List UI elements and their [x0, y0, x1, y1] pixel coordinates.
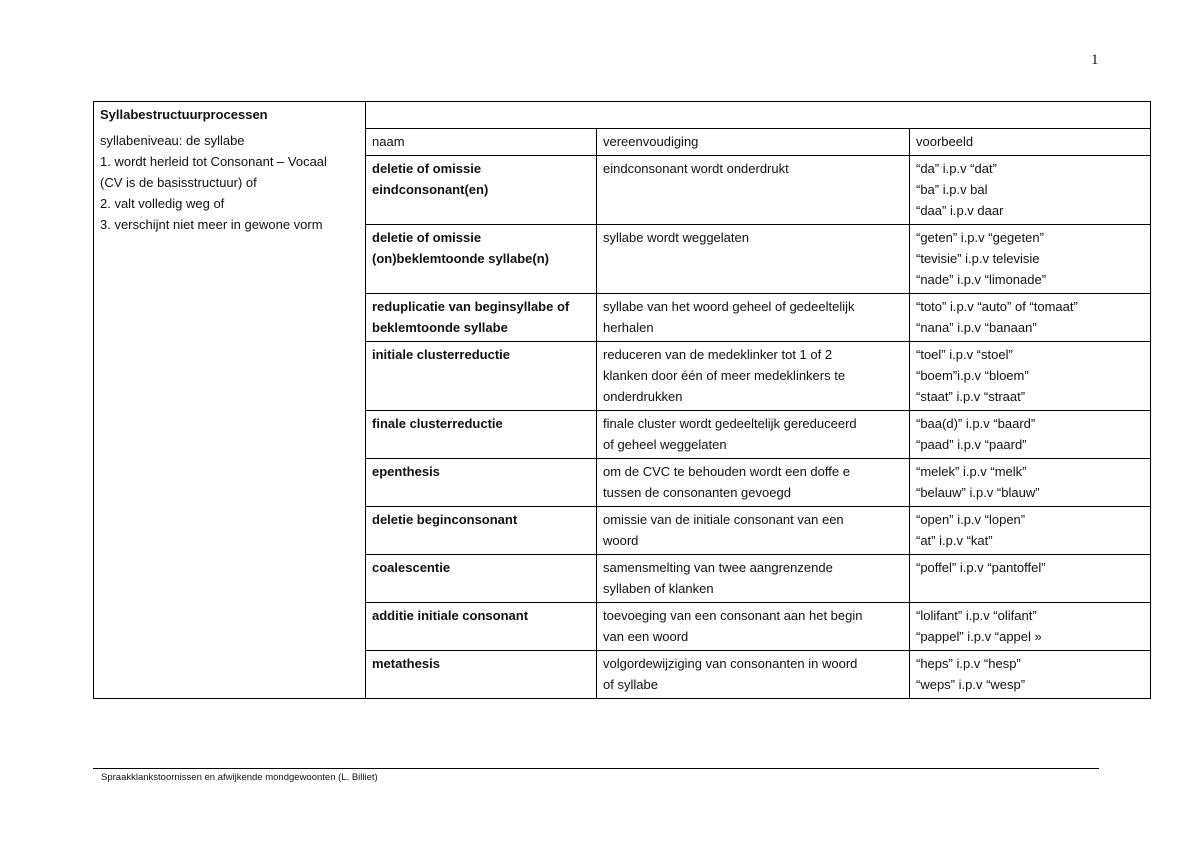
- vereenvoudiging-line: woord: [603, 532, 639, 548]
- cell-vereenvoudiging: [597, 155, 910, 224]
- vereenvoudiging-line: volgordewijziging van consonanten in woord: [603, 655, 858, 671]
- left-line: (CV is de basisstructuur) of: [100, 175, 257, 190]
- left-description-cell: [94, 128, 366, 698]
- header-voorbeeld: voorbeeld: [910, 128, 1151, 155]
- vereenvoudiging-line: syllabe wordt weggelaten: [603, 229, 749, 245]
- voorbeeld-line: “poffel” i.p.v “pantoffel”: [916, 559, 1046, 575]
- vereenvoudiging-line: tussen de consonanten gevoegd: [603, 484, 791, 500]
- cell-vereenvoudiging: [597, 506, 910, 554]
- cell-voorbeeld: [910, 224, 1151, 293]
- cell-voorbeeld: [910, 554, 1151, 602]
- naam-line: epenthesis: [372, 463, 440, 479]
- cell-naam: [366, 410, 597, 458]
- vereenvoudiging-line: of syllabe: [603, 676, 658, 692]
- left-line: syllabeniveau: de syllabe: [100, 133, 245, 148]
- naam-line: eindconsonant(en): [372, 181, 489, 197]
- table-title: Syllabestructuurprocessen: [100, 107, 268, 122]
- naam-line: metathesis: [372, 655, 440, 671]
- cell-voorbeeld: [910, 602, 1151, 650]
- cell-vereenvoudiging: [597, 410, 910, 458]
- cell-naam: [366, 650, 597, 698]
- header-vereenvoudiging: vereenvoudiging: [597, 128, 910, 155]
- voorbeeld-line: “staat” i.p.v “straat”: [916, 388, 1026, 404]
- voorbeeld-line: “boem”i.p.v “bloem”: [916, 367, 1029, 383]
- vereenvoudiging-line: onderdrukken: [603, 388, 683, 404]
- vereenvoudiging-line: syllaben of klanken: [603, 580, 714, 596]
- naam-line: beklemtoonde syllabe: [372, 319, 508, 335]
- naam-line: reduplicatie van beginsyllabe of: [372, 298, 570, 314]
- voorbeeld-line: “nana” i.p.v “banaan”: [916, 319, 1037, 335]
- vereenvoudiging-line: syllabe van het woord geheel of gedeeltelijk: [603, 298, 855, 314]
- header-naam: naam: [366, 128, 597, 155]
- cell-naam: [366, 293, 597, 341]
- cell-voorbeeld: [910, 341, 1151, 410]
- voorbeeld-line: “geten” i.p.v “gegeten”: [916, 229, 1044, 245]
- cell-naam: [366, 155, 597, 224]
- left-line: 1. wordt herleid tot Consonant – Vocaal: [100, 154, 327, 169]
- vereenvoudiging-line: klanken door één of meer medeklinkers te: [603, 367, 846, 383]
- naam-line: coalescentie: [372, 559, 451, 575]
- naam-line: deletie of omissie: [372, 160, 482, 176]
- voorbeeld-line: “toto” i.p.v “auto” of “tomaat”: [916, 298, 1078, 314]
- voorbeeld-line: “melek” i.p.v “melk”: [916, 463, 1027, 479]
- naam-line: finale clusterreductie: [372, 415, 503, 431]
- cell-naam: [366, 341, 597, 410]
- title-row: [94, 102, 1151, 129]
- cell-voorbeeld: [910, 506, 1151, 554]
- table-body: [94, 102, 1151, 699]
- vereenvoudiging-line: omissie van de initiale consonant van een: [603, 511, 844, 527]
- cell-voorbeeld: [910, 458, 1151, 506]
- voorbeeld-line: “lolifant” i.p.v “olifant”: [916, 607, 1037, 623]
- vereenvoudiging-line: samensmelting van twee aangrenzende: [603, 559, 833, 575]
- voorbeeld-line: “ba” i.p.v bal: [916, 181, 988, 197]
- naam-line: additie initiale consonant: [372, 607, 529, 623]
- voorbeeld-line: “belauw” i.p.v “blauw”: [916, 484, 1040, 500]
- vereenvoudiging-line: toevoeging van een consonant aan het begin: [603, 607, 863, 623]
- cell-vereenvoudiging: [597, 458, 910, 506]
- vereenvoudiging-line: herhalen: [603, 319, 654, 335]
- cell-naam: [366, 224, 597, 293]
- vereenvoudiging-line: reduceren van de medeklinker tot 1 of 2: [603, 346, 833, 362]
- page-number: 1: [1091, 52, 1099, 68]
- voorbeeld-line: “pappel” i.p.v “appel »: [916, 628, 1042, 644]
- voorbeeld-line: “daa” i.p.v daar: [916, 202, 1004, 218]
- voorbeeld-line: “nade” i.p.v “limonade”: [916, 271, 1047, 287]
- cell-voorbeeld: [910, 155, 1151, 224]
- voorbeeld-line: “da” i.p.v “dat”: [916, 160, 997, 176]
- cell-vereenvoudiging: [597, 341, 910, 410]
- left-line: 2. valt volledig weg of: [100, 196, 225, 211]
- voorbeeld-line: “open” i.p.v “lopen”: [916, 511, 1026, 527]
- vereenvoudiging-line: om de CVC te behouden wordt een doffe e: [603, 463, 850, 479]
- voorbeeld-line: “heps” i.p.v “hesp”: [916, 655, 1021, 671]
- syllable-process-table: [93, 101, 1151, 699]
- naam-line: deletie of omissie: [372, 229, 482, 245]
- cell-vereenvoudiging: [597, 224, 910, 293]
- naam-line: initiale clusterreductie: [372, 346, 510, 362]
- vereenvoudiging-line: of geheel weggelaten: [603, 436, 727, 452]
- cell-vereenvoudiging: [597, 293, 910, 341]
- naam-line: (on)beklemtoonde syllabe(n): [372, 250, 549, 266]
- cell-naam: [366, 458, 597, 506]
- cell-vereenvoudiging: [597, 554, 910, 602]
- vereenvoudiging-line: finale cluster wordt gedeeltelijk gereduceerd: [603, 415, 857, 431]
- voorbeeld-line: “at” i.p.v “kat”: [916, 532, 993, 548]
- cell-naam: [366, 602, 597, 650]
- voorbeeld-line: “toel” i.p.v “stoel”: [916, 346, 1013, 362]
- cell-voorbeeld: [910, 410, 1151, 458]
- left-line: 3. verschijnt niet meer in gewone vorm: [100, 217, 323, 232]
- page-footer: Spraakklankstoornissen en afwijkende mondgewoonten (L. Billiet): [101, 772, 378, 783]
- table-title-cell: [94, 102, 366, 129]
- title-row-empty-cell: [366, 102, 1151, 129]
- voorbeeld-line: “weps” i.p.v “wesp”: [916, 676, 1026, 692]
- footer-divider: [93, 768, 1099, 769]
- voorbeeld-line: “baa(d)” i.p.v “baard”: [916, 415, 1036, 431]
- header-row: [94, 128, 1151, 155]
- cell-vereenvoudiging: [597, 650, 910, 698]
- cell-naam: [366, 506, 597, 554]
- cell-voorbeeld: [910, 650, 1151, 698]
- cell-vereenvoudiging: [597, 602, 910, 650]
- vereenvoudiging-line: van een woord: [603, 628, 689, 644]
- vereenvoudiging-line: eindconsonant wordt onderdrukt: [603, 160, 789, 176]
- voorbeeld-line: “tevisie” i.p.v televisie: [916, 250, 1040, 266]
- cell-naam: [366, 554, 597, 602]
- voorbeeld-line: “paad” i.p.v “paard”: [916, 436, 1027, 452]
- naam-line: deletie beginconsonant: [372, 511, 518, 527]
- cell-voorbeeld: [910, 293, 1151, 341]
